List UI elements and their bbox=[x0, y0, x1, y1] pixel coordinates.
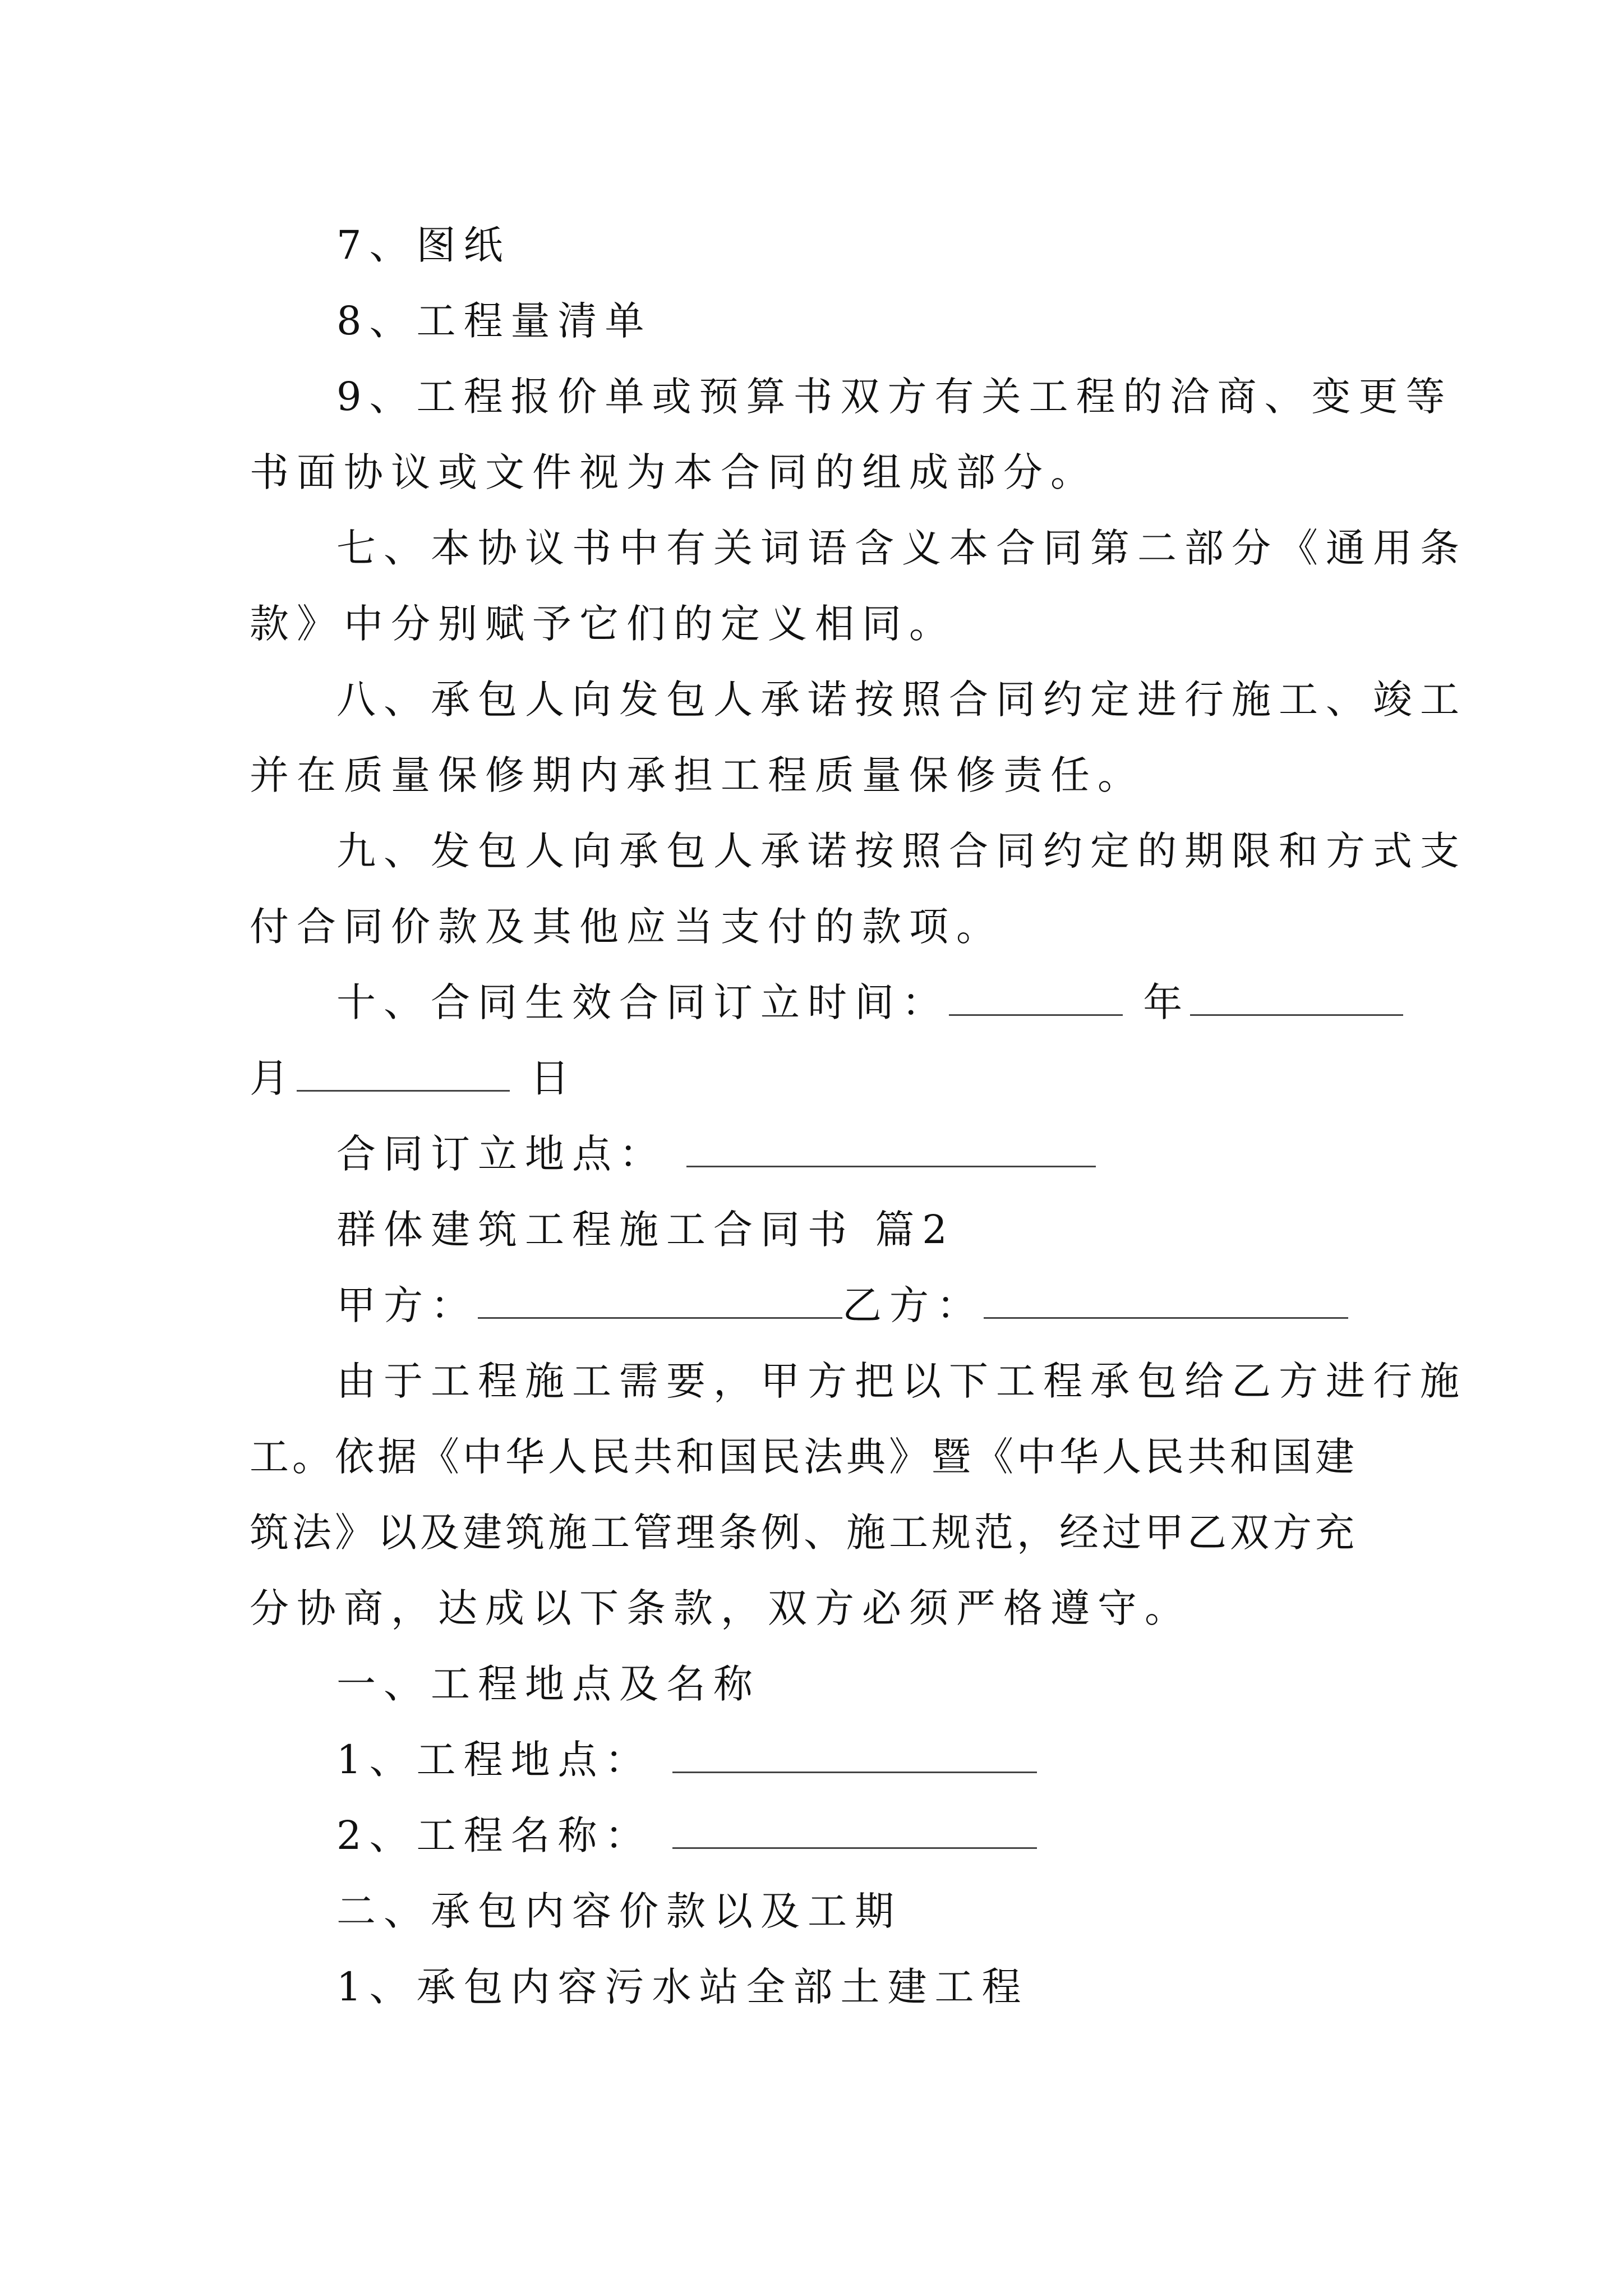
effective-day-blank[interactable] bbox=[297, 1054, 510, 1092]
item-9-quotation-line2: 书面协议或文件视为本合同的组成部分。 bbox=[250, 449, 1098, 495]
party-a-blank[interactable] bbox=[478, 1281, 842, 1319]
effective-month-blank-a[interactable] bbox=[1190, 978, 1403, 1016]
sign-place-blank[interactable] bbox=[686, 1130, 1096, 1167]
sign-place-label: 合同订立地点： bbox=[336, 1131, 666, 1177]
project-name-blank[interactable] bbox=[672, 1811, 1037, 1849]
clause-8-line1: 八、承包人向发包人承诺按照合同约定进行施工、竣工 bbox=[336, 677, 1467, 723]
section-title: 群体建筑工程施工合同书 篇2 bbox=[336, 1207, 955, 1253]
day-label: 日 bbox=[530, 1055, 578, 1101]
item-7-drawings: 7、图纸 bbox=[336, 222, 511, 268]
effective-time-line2 bbox=[250, 1053, 577, 1103]
effective-year-blank[interactable] bbox=[949, 978, 1123, 1016]
sign-place-line bbox=[336, 1129, 1096, 1179]
intro-line3: 筑法》以及建筑施工管理条例、施工规范，经过甲乙双方充 bbox=[250, 1510, 1358, 1556]
clause-1-title: 一、工程地点及名称 bbox=[336, 1661, 760, 1707]
clause-7-line1: 七、本协议书中有关词语含义本合同第二部分《通用条 bbox=[336, 525, 1467, 571]
party-a-label: 甲方： bbox=[336, 1282, 478, 1328]
project-location-blank[interactable] bbox=[672, 1736, 1037, 1773]
intro-line4: 分协商，达成以下条款，双方必须严格遵守。 bbox=[250, 1585, 1192, 1631]
month-label: 月 bbox=[250, 1055, 297, 1101]
clause-2-item1: 1、承包内容污水站全部土建工程 bbox=[336, 1964, 1029, 2010]
clause-9-line1: 九、发包人向承包人承诺按照合同约定的期限和方式支 bbox=[336, 828, 1467, 874]
project-location-line bbox=[336, 1734, 1037, 1785]
year-label: 年 bbox=[1143, 979, 1191, 1025]
clause-7-line2: 款》中分别赋予它们的定义相同。 bbox=[250, 601, 956, 647]
project-name-line bbox=[336, 1810, 1037, 1861]
effective-time-line1 bbox=[336, 977, 1403, 1028]
item-9-quotation-line1: 9、工程报价单或预算书双方有关工程的洽商、变更等 bbox=[336, 374, 1453, 420]
intro-line1: 由于工程施工需要，甲方把以下工程承包给乙方进行施 bbox=[336, 1358, 1467, 1404]
intro-line2: 工。依据《中华人民共和国民法典》暨《中华人民共和国建 bbox=[250, 1434, 1358, 1480]
party-b-blank[interactable] bbox=[984, 1281, 1348, 1319]
clause-2-title: 二、承包内容价款以及工期 bbox=[336, 1888, 902, 1934]
party-b-label: 乙方： bbox=[842, 1282, 984, 1328]
parties-line bbox=[336, 1280, 1348, 1331]
clause-8-line2: 并在质量保修期内承担工程质量保修责任。 bbox=[250, 752, 1145, 798]
effective-time-label: 十、合同生效合同订立时间： bbox=[336, 979, 949, 1025]
project-location-label: 1、工程地点： bbox=[336, 1737, 652, 1783]
project-name-label: 2、工程名称： bbox=[336, 1812, 652, 1858]
clause-9-line2: 付合同价款及其他应当支付的款项。 bbox=[250, 904, 1003, 950]
item-8-bill-of-quantities: 8、工程量清单 bbox=[336, 298, 652, 344]
